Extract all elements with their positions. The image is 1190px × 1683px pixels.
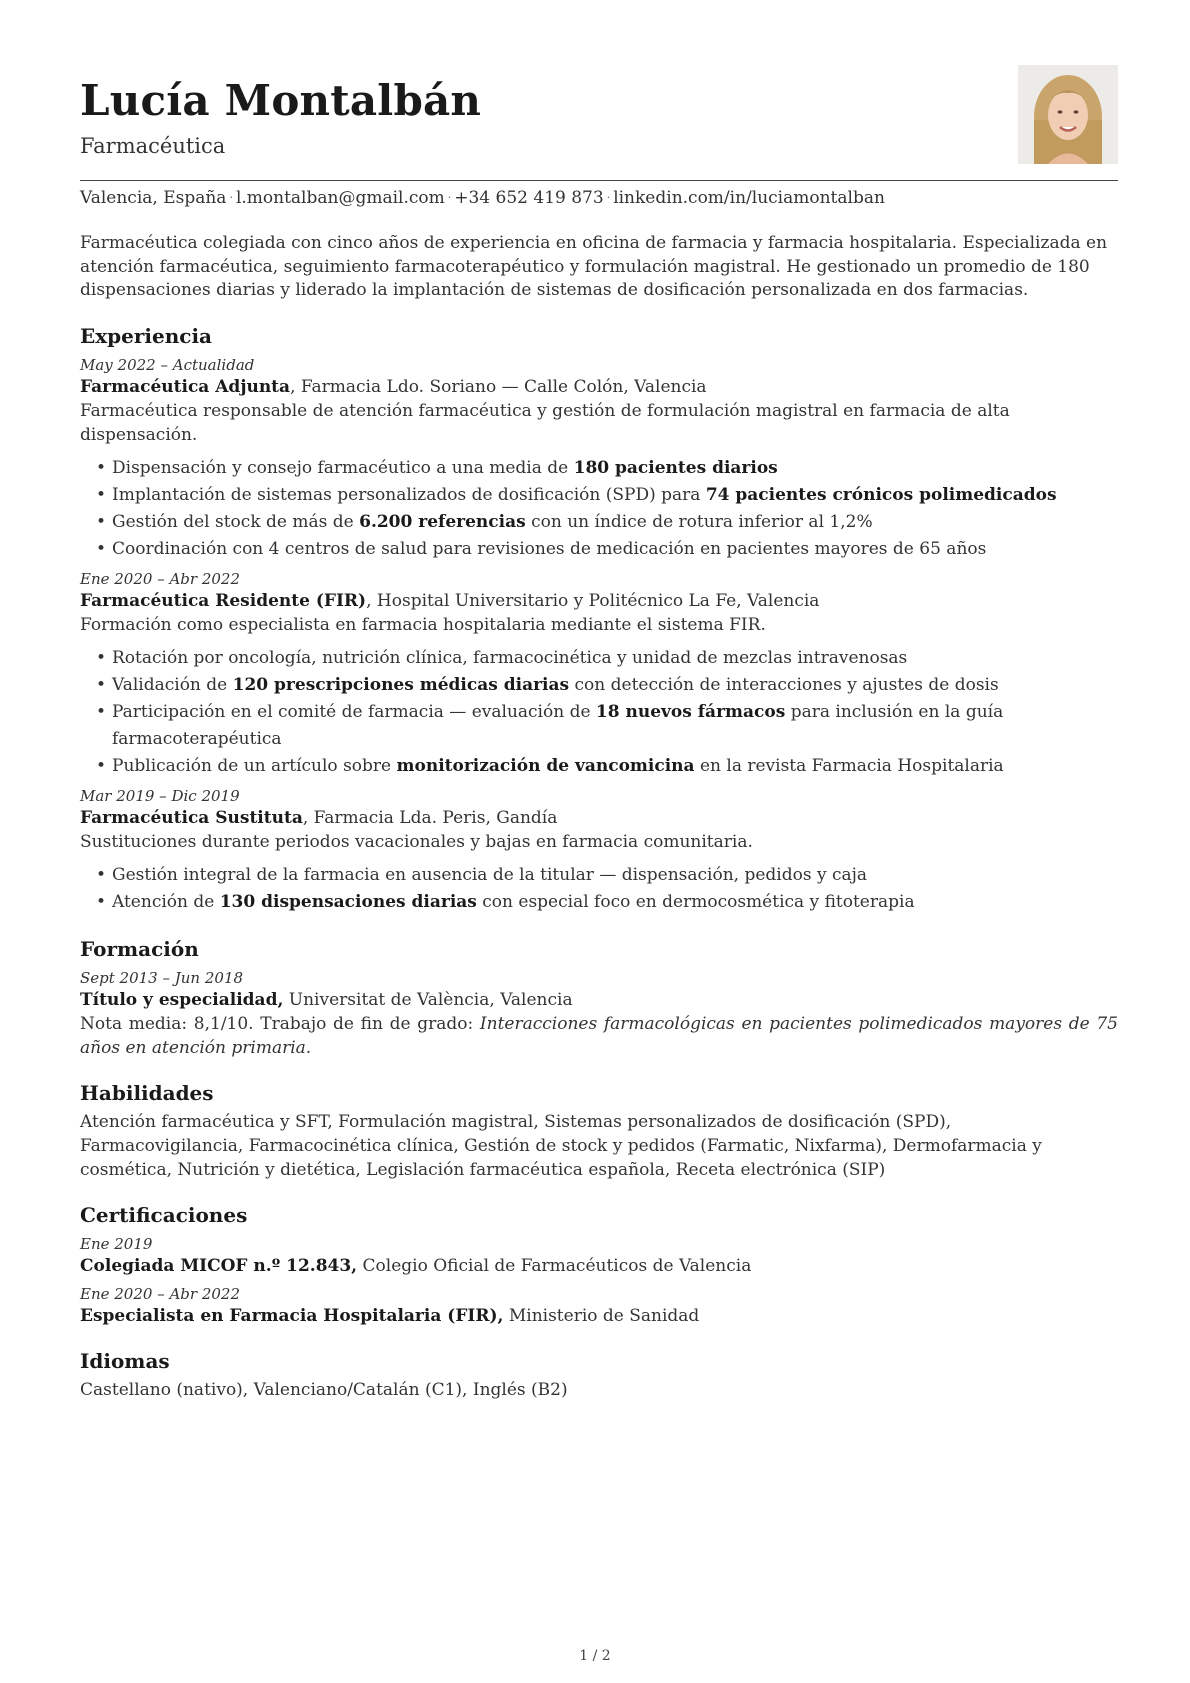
entry-title: Farmacéutica Adjunta xyxy=(80,376,291,397)
contact-email[interactable]: l.montalban@gmail.com xyxy=(235,188,445,208)
candidate-role: Farmacéutica xyxy=(80,134,226,158)
bullet-item: • Implantación de sistemas personalizados de dosificación (SPD) para 74 pacientes crónicos polimedicados xyxy=(112,482,1118,509)
entry-role-line xyxy=(80,806,1118,830)
entry-role-line xyxy=(80,375,1118,399)
section-title-experience: Experiencia xyxy=(80,323,213,348)
experience-entry xyxy=(80,569,1118,780)
entry-title: Título y especialidad, xyxy=(80,989,284,1010)
section-title-education: Formación xyxy=(80,936,199,961)
entry-org: , Farmacia Lda. Peris, Gandía xyxy=(302,807,558,828)
bullet-item: • Rotación por oncología, nutrición clínica, farmacocinética y unidad de mezclas intravenosas xyxy=(112,645,1118,672)
entry-date: Mar 2019 – Dic 2019 xyxy=(80,786,240,805)
entry-date: Ene 2020 – Abr 2022 xyxy=(80,1284,241,1303)
bullet-item: • Gestión integral de la farmacia en ausencia de la titular — dispensación, pedidos y caja xyxy=(112,862,1118,889)
entry-date: May 2022 – Actualidad xyxy=(80,355,255,374)
entry-role-line xyxy=(80,1254,1118,1278)
candidate-name: Lucía Montalbán xyxy=(80,76,482,125)
certification-entry xyxy=(80,1284,1118,1328)
bullet-item: • Validación de 120 prescripciones médicas diarias con detección de interacciones y ajustes de dosis xyxy=(112,672,1118,699)
entry-date: Ene 2020 – Abr 2022 xyxy=(80,569,241,588)
entry-org: Ministerio de Sanidad xyxy=(503,1305,700,1326)
entry-note: Nota media: 8,1/10. Trabajo de fin de grado: Interacciones farmacológicas en pacientes polimedicados mayores de 75 años en atención primaria. xyxy=(80,1013,1118,1058)
entry-org: Colegio Oficial de Farmacéuticos de Valencia xyxy=(357,1255,752,1276)
entry-role-line xyxy=(80,589,1118,613)
entry-title: Farmacéutica Residente (FIR) xyxy=(80,590,367,611)
bullet-item: • Dispensación y consejo farmacéutico a una media de 180 pacientes diarios xyxy=(112,455,1118,482)
entry-role-line xyxy=(80,988,1118,1012)
entry-bullets xyxy=(80,455,1118,563)
entry-date: Ene 2019 xyxy=(80,1234,153,1253)
thesis-title: Interacciones farmacológicas en pacientes polimedicados mayores de 75 años en atención primaria. xyxy=(80,1013,1118,1058)
bullet-item: • Atención de 130 dispensaciones diarias con especial foco en dermocosmética y fitoterapia xyxy=(112,889,1118,916)
page-indicator: 1 / 2 xyxy=(579,1648,611,1664)
entry-description: Sustituciones durante periodos vacacionales y bajas en farmacia comunitaria. xyxy=(80,831,753,852)
languages-list: Castellano (nativo), Valenciano/Catalán (C1), Inglés (B2) xyxy=(80,1379,568,1400)
bullet-item: • Publicación de un artículo sobre monitorización de vancomicina en la revista Farmacia Hospitalaria xyxy=(112,753,1118,780)
bullet-item: • Coordinación con 4 centros de salud para revisiones de medicación en pacientes mayores de 65 años xyxy=(112,536,1118,563)
section-title-languages: Idiomas xyxy=(80,1348,170,1373)
experience-entry xyxy=(80,355,1118,563)
entry-description: Farmacéutica responsable de atención farmacéutica y gestión de formulación magistral en farmacia de alta dispensación. xyxy=(80,400,1010,445)
entry-role-line xyxy=(80,1304,1118,1328)
entry-title: Farmacéutica Sustituta xyxy=(80,807,303,828)
contact-line: Valencia, España · l.montalban@gmail.com · +34 652 419 873 · linkedin.com/in/luciamontalban xyxy=(80,188,885,208)
bullet-item: • Participación en el comité de farmacia — evaluación de 18 nuevos fármacos para inclusión en la guía farmacoterapéutica xyxy=(112,699,1118,753)
section-title-skills: Habilidades xyxy=(80,1080,214,1105)
section-title-certifications: Certificaciones xyxy=(80,1202,248,1227)
experience-entry xyxy=(80,786,1118,916)
contact-location: Valencia, España xyxy=(80,188,227,208)
entry-date: Sept 2013 – Jun 2018 xyxy=(80,968,244,987)
entry-org: , Farmacia Ldo. Soriano — Calle Colón, Valencia xyxy=(290,376,707,397)
entry-bullets xyxy=(80,645,1118,780)
resume-page xyxy=(80,70,1118,1402)
certification-entry xyxy=(80,1234,1118,1278)
profile-summary: Farmacéutica colegiada con cinco años de experiencia en oficina de farmacia y farmacia hospitalaria. Especializada en atención farmacéutica, seguimiento farmacoterapéutico y formulación magistral. He gestionado un promedio de 180 dispensaciones diarias y liderado la implantación de sistemas de dosificación personalizada en dos farmacias. xyxy=(80,233,1108,300)
entry-title: Especialista en Farmacia Hospitalaria (FIR), xyxy=(80,1305,504,1326)
entry-bullets xyxy=(80,862,1118,916)
entry-description: Formación como especialista en farmacia hospitalaria mediante el sistema FIR. xyxy=(80,614,766,635)
resume-header xyxy=(80,70,1118,181)
contact-linkedin[interactable]: linkedin.com/in/luciamontalban xyxy=(613,188,885,208)
skills-list: Atención farmacéutica y SFT, Formulación magistral, Sistemas personalizados de dosificación (SPD), Farmacovigilancia, Farmacocinética clínica, Gestión de stock y pedidos (Farmatic, Nixfarma), Dermofarmacia y cosmética, Nutrición y dietética, Legislación farmacéutica española, Receta electrónica (SIP) xyxy=(80,1111,1042,1180)
profile-photo xyxy=(1018,65,1118,164)
entry-org: Universitat de València, Valencia xyxy=(283,989,573,1010)
education-entry xyxy=(80,968,1118,1060)
bullet-item: • Gestión del stock de más de 6.200 referencias con un índice de rotura inferior al 1,2% xyxy=(112,509,1118,536)
contact-phone[interactable]: +34 652 419 873 xyxy=(454,188,604,208)
entry-org: , Hospital Universitario y Politécnico La Fe, Valencia xyxy=(366,590,820,611)
entry-title: Colegiada MICOF n.º 12.843, xyxy=(80,1255,358,1276)
